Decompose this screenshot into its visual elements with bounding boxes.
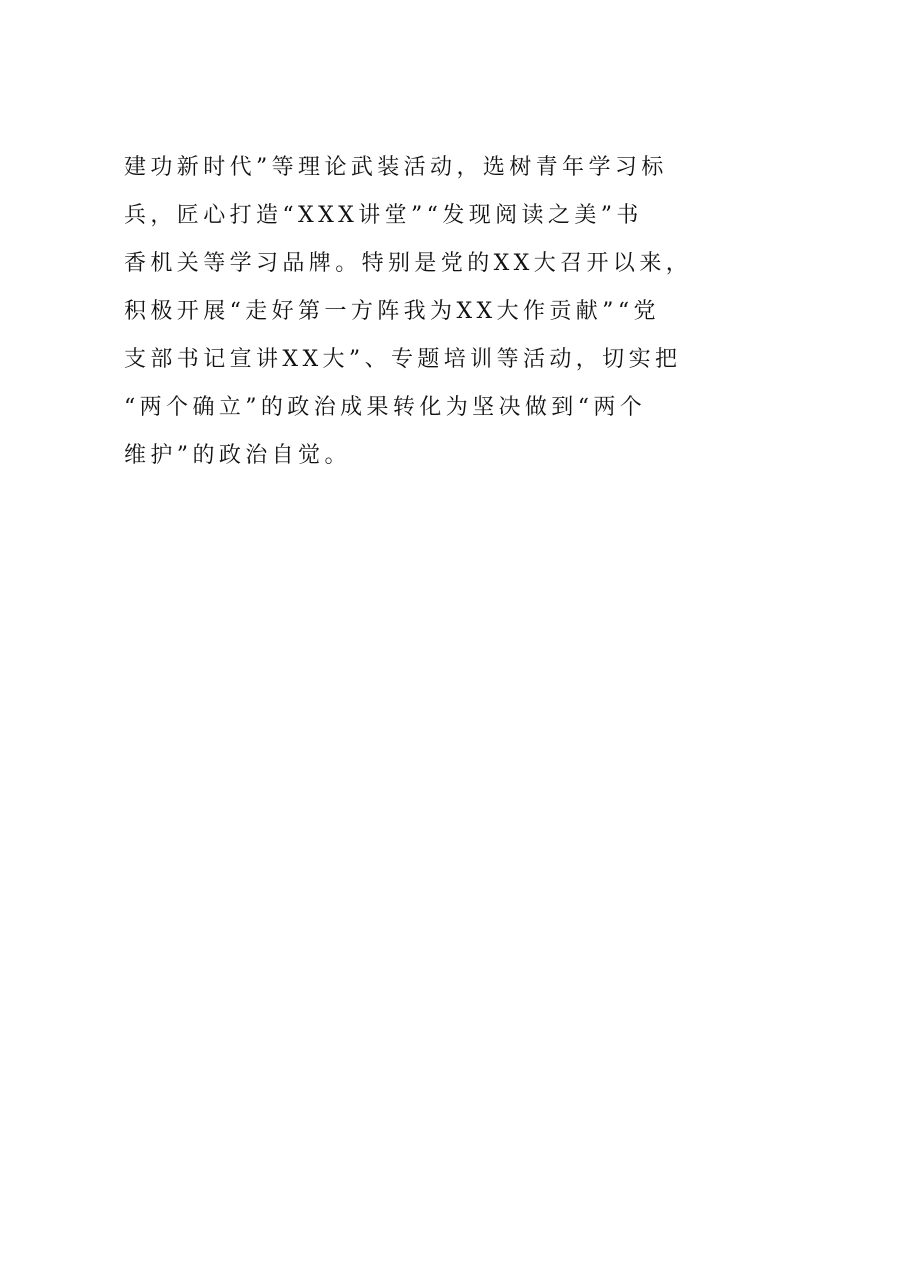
paragraph-line: 兵，匠心打造“XXX讲堂”“发现阅读之美”书 xyxy=(124,203,643,228)
body-paragraph xyxy=(124,150,794,486)
paragraph-line: 香机关等学习品牌。特别是党的XX大召开以来， xyxy=(124,251,693,276)
paragraph-line: 积极开展“走好第一方阵我为XX大作贡献”“党 xyxy=(124,299,660,324)
paragraph-line: “两个确立”的政治成果转化为坚决做到“两个 xyxy=(124,395,647,420)
paragraph-line: 建功新时代”等理论武装活动，选树青年学习标 xyxy=(124,155,668,180)
paragraph-line: 支部书记宣讲XX大”、专题培训等活动，切实把 xyxy=(124,347,682,372)
paragraph-line: 维护”的政治自觉。 xyxy=(124,443,351,468)
